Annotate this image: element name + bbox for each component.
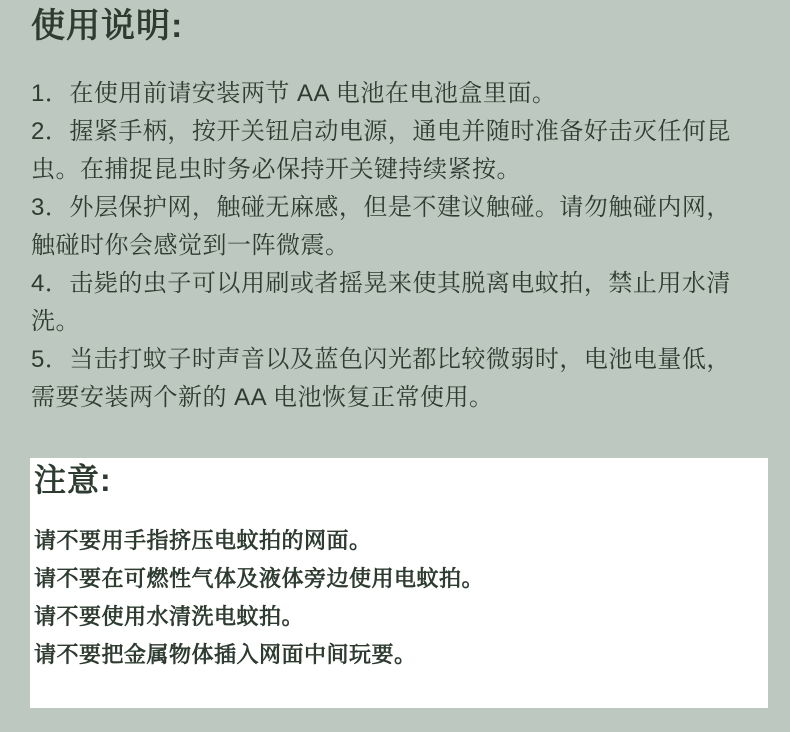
notice-item-4: 请不要把金属物体插入网面中间玩要。 bbox=[34, 642, 417, 667]
instruction-1-line-1: 1．在使用前请安装两节 AA 电池在电池盒里面。 bbox=[31, 80, 557, 107]
instruction-2-line-2: 虫。在捕捉昆虫时务必保持开关键持续紧按。 bbox=[31, 156, 521, 183]
notice-items-list bbox=[34, 522, 758, 674]
instruction-3-line-1: 3．外层保护网，触碰无麻感，但是不建议触碰。请勿触碰内网， bbox=[31, 194, 731, 221]
instruction-4-line-1: 4．击毙的虫子可以用刷或者摇晃来使其脱离电蚊拍，禁止用水清 bbox=[31, 270, 731, 297]
instruction-5-line-1: 5．当击打蚊子时声音以及蓝色闪光都比较微弱时，电池电量低， bbox=[31, 346, 731, 373]
instruction-5-line-2: 需要安装两个新的 AA 电池恢复正常使用。 bbox=[31, 384, 494, 411]
notice-item-3: 请不要使用水清洗电蚊拍。 bbox=[34, 604, 305, 629]
notice-box bbox=[30, 458, 768, 708]
instruction-4-line-2: 洗。 bbox=[31, 308, 80, 335]
usage-title: 使用说明: bbox=[31, 7, 184, 45]
instruction-2-line-1: 2．握紧手柄，按开关钮启动电源，通电并随时准备好击灭任何昆 bbox=[31, 118, 731, 145]
notice-title: 注意: bbox=[34, 462, 112, 498]
notice-item-1: 请不要用手指挤压电蚊拍的网面。 bbox=[34, 528, 372, 553]
notice-item-2: 请不要在可燃性气体及液体旁边使用电蚊拍。 bbox=[34, 566, 485, 591]
usage-instructions-list bbox=[0, 47, 790, 417]
instruction-3-line-2: 触碰时你会感觉到一阵微震。 bbox=[31, 232, 350, 259]
